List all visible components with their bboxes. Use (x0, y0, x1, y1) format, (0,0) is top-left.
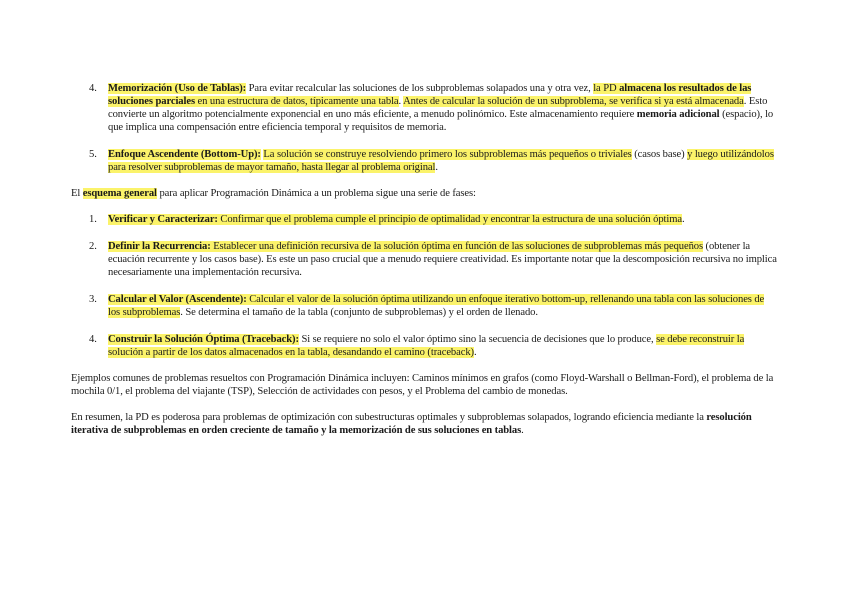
bold-text: Verificar y Caracterizar: (108, 214, 218, 225)
text-run: El (71, 188, 83, 199)
list-item (71, 148, 778, 174)
text-run: . Se determina el tamaño de la tabla (conjunto de subproblemas) y el orden de llenado. (180, 307, 538, 318)
list-item-text (108, 149, 774, 173)
text-run: . (521, 425, 524, 436)
text-run: Si se requiere no solo el valor óptimo sino la secuencia de decisiones que lo produce, (298, 334, 657, 345)
text-run: . (473, 347, 477, 358)
summary-paragraph (71, 411, 778, 437)
highlighted-text: Establecer una definición recursiva de la solución óptima en función de las soluciones de subproblemas más pequeños (210, 241, 703, 252)
highlighted-text: y luego utilizándolos para resolver subproblemas de mayor tamaño, hasta llegar al problema original (108, 149, 774, 173)
list-number: 4. (89, 334, 97, 345)
highlighted-text: Confirmar que el problema cumple el principio de optimalidad y encontrar la estructura de una solución óptima (217, 214, 682, 225)
bold-text: Calcular el Valor (Ascendente): (108, 294, 247, 305)
text-run: En resumen, la PD es poderosa para problemas de optimización con subestructuras optimales y subproblemas solapados, logrando eficiencia mediante la (71, 412, 707, 423)
highlighted-text: Calcular el valor de la solución óptima utilizando un enfoque iterativo bottom-up, rellenando una tabla con las soluciones de los subproblemas (108, 294, 765, 318)
text-run: (casos base) (631, 149, 688, 160)
list-item (71, 213, 778, 226)
list-item-text (108, 214, 685, 225)
list-number: 2. (89, 241, 97, 252)
bold-text: Memorización (Uso de Tablas): (108, 83, 247, 94)
text-run: (espacio), lo que implica una compensación entre eficiencia temporal y requisitos de memoria. (108, 109, 774, 133)
list-item-text (108, 294, 764, 318)
list-item-text (108, 334, 744, 358)
text-run: Para evitar recalcular las soluciones de los subproblemas solapados una y otra vez, (246, 83, 594, 94)
list-item (71, 333, 778, 359)
text-run: . (398, 96, 404, 107)
list-item (71, 82, 778, 134)
bold-text: Enfoque Ascendente (Bottom-Up): (108, 149, 261, 160)
list-item (71, 240, 778, 279)
phases-list (71, 213, 778, 359)
intro-paragraph (71, 187, 778, 200)
text-run: (obtener la ecuación recurrente y los casos base). Es este un paso crucial que a menudo requiere creatividad. Es importante notar que la descomposición recursiva no implica necesariamente una implementación recursiva. (108, 241, 777, 278)
bold-text: Definir la Recurrencia: (108, 241, 211, 252)
bold-text: almacena los resultados de las soluciones parciales (108, 83, 752, 107)
bold-text: Construir la Solución Óptima (Traceback): (108, 334, 299, 345)
list-number: 5. (89, 149, 97, 160)
examples-paragraph (71, 372, 778, 398)
bold-text: esquema general (82, 188, 157, 199)
highlighted-text: Antes de calcular la solución de un subproblema, se verifica si ya está almacenada (403, 96, 744, 107)
text-run: Ejemplos comunes de problemas resueltos con Programación Dinámica incluyen: Caminos mínimos en grafos (como Floyd-Warshall o Bellman-Ford), el problema de la mochila 0/1, el problema del viajante (TSP), Selección de actividades con pesos, y el Problema del cambio de monedas. (71, 373, 774, 397)
text-run: . Esto convierte un algoritmo potencialmente exponencial en uno más eficiente, a menudo polinómico. Este almacenamiento requiere (108, 96, 768, 120)
highlighted-text: la PD (593, 83, 620, 94)
bold-text: memoria adicional (636, 109, 720, 120)
text-run: . (435, 162, 438, 173)
highlighted-text: La solución se construye resolviendo primero los subproblemas más pequeños o triviales (263, 149, 632, 160)
highlighted-text: se debe reconstruir la solución a partir de los datos almacenados en la tabla, desandando el camino (traceback) (108, 334, 745, 358)
bold-text: resolución iterativa de subproblemas en orden creciente de tamaño y la memorización de sus soluciones en tablas (71, 412, 752, 436)
text-run: para aplicar Programación Dinámica a un problema sigue una serie de fases: (156, 188, 476, 199)
list-number: 3. (89, 294, 97, 305)
list-number: 1. (89, 214, 97, 225)
text-run: . (681, 214, 685, 225)
list-item (71, 293, 778, 319)
list-number: 4. (89, 83, 97, 94)
highlighted-text: en una estructura de datos, típicamente una tabla (194, 96, 399, 107)
list-item-text (108, 241, 777, 278)
numbered-list-continued (71, 82, 778, 174)
list-item-text (108, 83, 773, 133)
